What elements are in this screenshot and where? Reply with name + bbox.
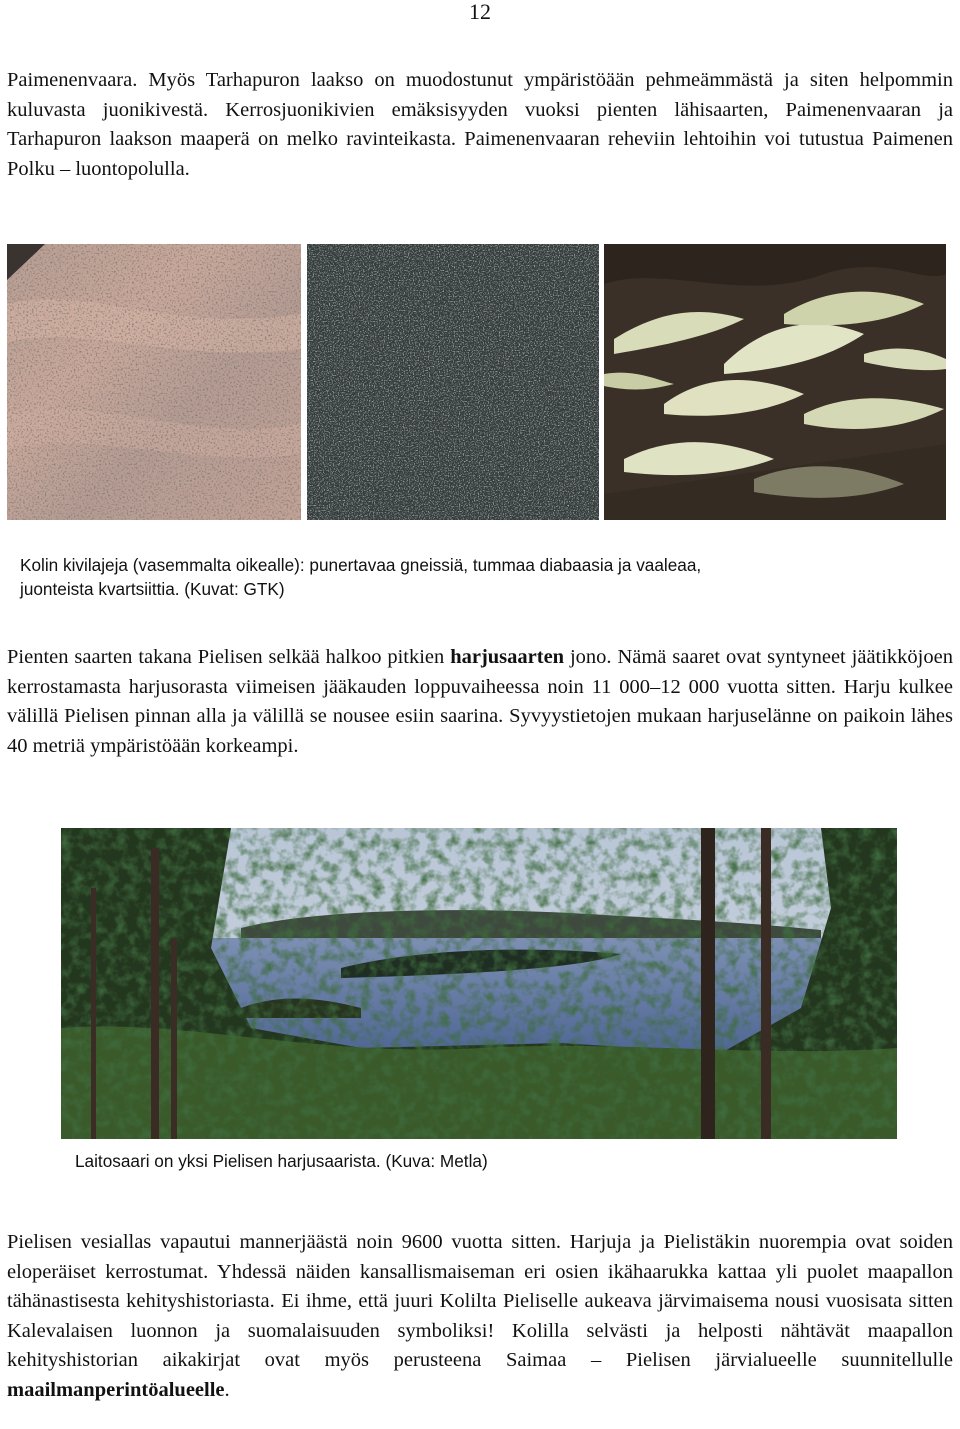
paragraph-3-text: Pielisen vesiallas vapautui mannerjäästä noin 9600 vuotta sitten. Harjuja ja Pielistäkin nuorempia ovat soiden eloperäiset kerrostumat. Yhdessä näiden kansallismaiseman eri osien ikähaarukka kattaa yli puolet maapallon tähänastisesta kehityshistoriasta. Ei ihme, että juuri Kolilta Pieliselle aukeava järvimaisema nousi vuosisata sitten Kalevalaisen luonnon ja suomalaisuuden symboliksi! Kolilla selvästi ja helposti nähtävät maapallon kehityshistorian aikakirjat ovat myös perusteena Saimaa – Pielisen järvialueelle suunnitellulle xyxy=(7,1231,953,1372)
paragraph-2-bold-term: harjusaarten xyxy=(450,646,565,668)
paragraph-harjusaaret xyxy=(7,643,953,793)
paragraph-pielinen xyxy=(7,1228,953,1424)
landscape-caption: Laitosaari on yksi Pielisen harjusaarista. (Kuva: Metla) xyxy=(75,1151,488,1171)
rock-caption-line-2: juonteista kvartsiittia. (Kuvat: GTK) xyxy=(20,579,285,599)
paragraph-3-end: . xyxy=(224,1378,230,1401)
pink-gneiss-photo xyxy=(7,244,301,520)
page-number: 12 xyxy=(469,0,491,24)
dark-diabase-photo xyxy=(307,244,599,520)
paragraph-2-text-end: jono. Nämä saaret ovat syntyneet jäätikköjoen kerrostamasta harjusorasta viimeisen jääkauden loppuvaiheessa noin 11 000–12 000 vuotta sitten. Harju kulkee välillä Pielisen pinnan alla ja välillä se nousee esiin saarina. Syvyystietojen mukaan harjuselänne on paikoin lähes 40 metriä ympäristöään korkeampi. xyxy=(7,646,953,757)
veined-quartzite-photo xyxy=(604,244,946,520)
paragraph-paimenenvaara: Paimenenvaara. Myös Tarhapuron laakso on muodostunut ympäristöään pehmeämmästä ja siten helpommin kuluvasta juonikivestä. Kerrosjuonikivien emäksisyyden vuoksi pienten lähisaarten, Paimenenvaaran ja Tarhapuron laakson maaperä on melko ravinteikasta. Paimenenvaaran reheviin lehtoihin voi tutustua Paimenen Polku – luontopolulla. xyxy=(7,69,953,180)
rock-caption-line-1: Kolin kivilajeja (vasemmalta oikealle): punertavaa gneissiä, tummaa diabaasia ja vaaleaa, xyxy=(20,555,702,575)
lake-landscape-photo xyxy=(61,828,897,1139)
paragraph-3-bold-term: maailmanperintöalueelle xyxy=(7,1378,225,1401)
paragraph-2-text-start: Pienten saarten takana Pielisen selkää halkoo pitkien xyxy=(7,646,451,668)
